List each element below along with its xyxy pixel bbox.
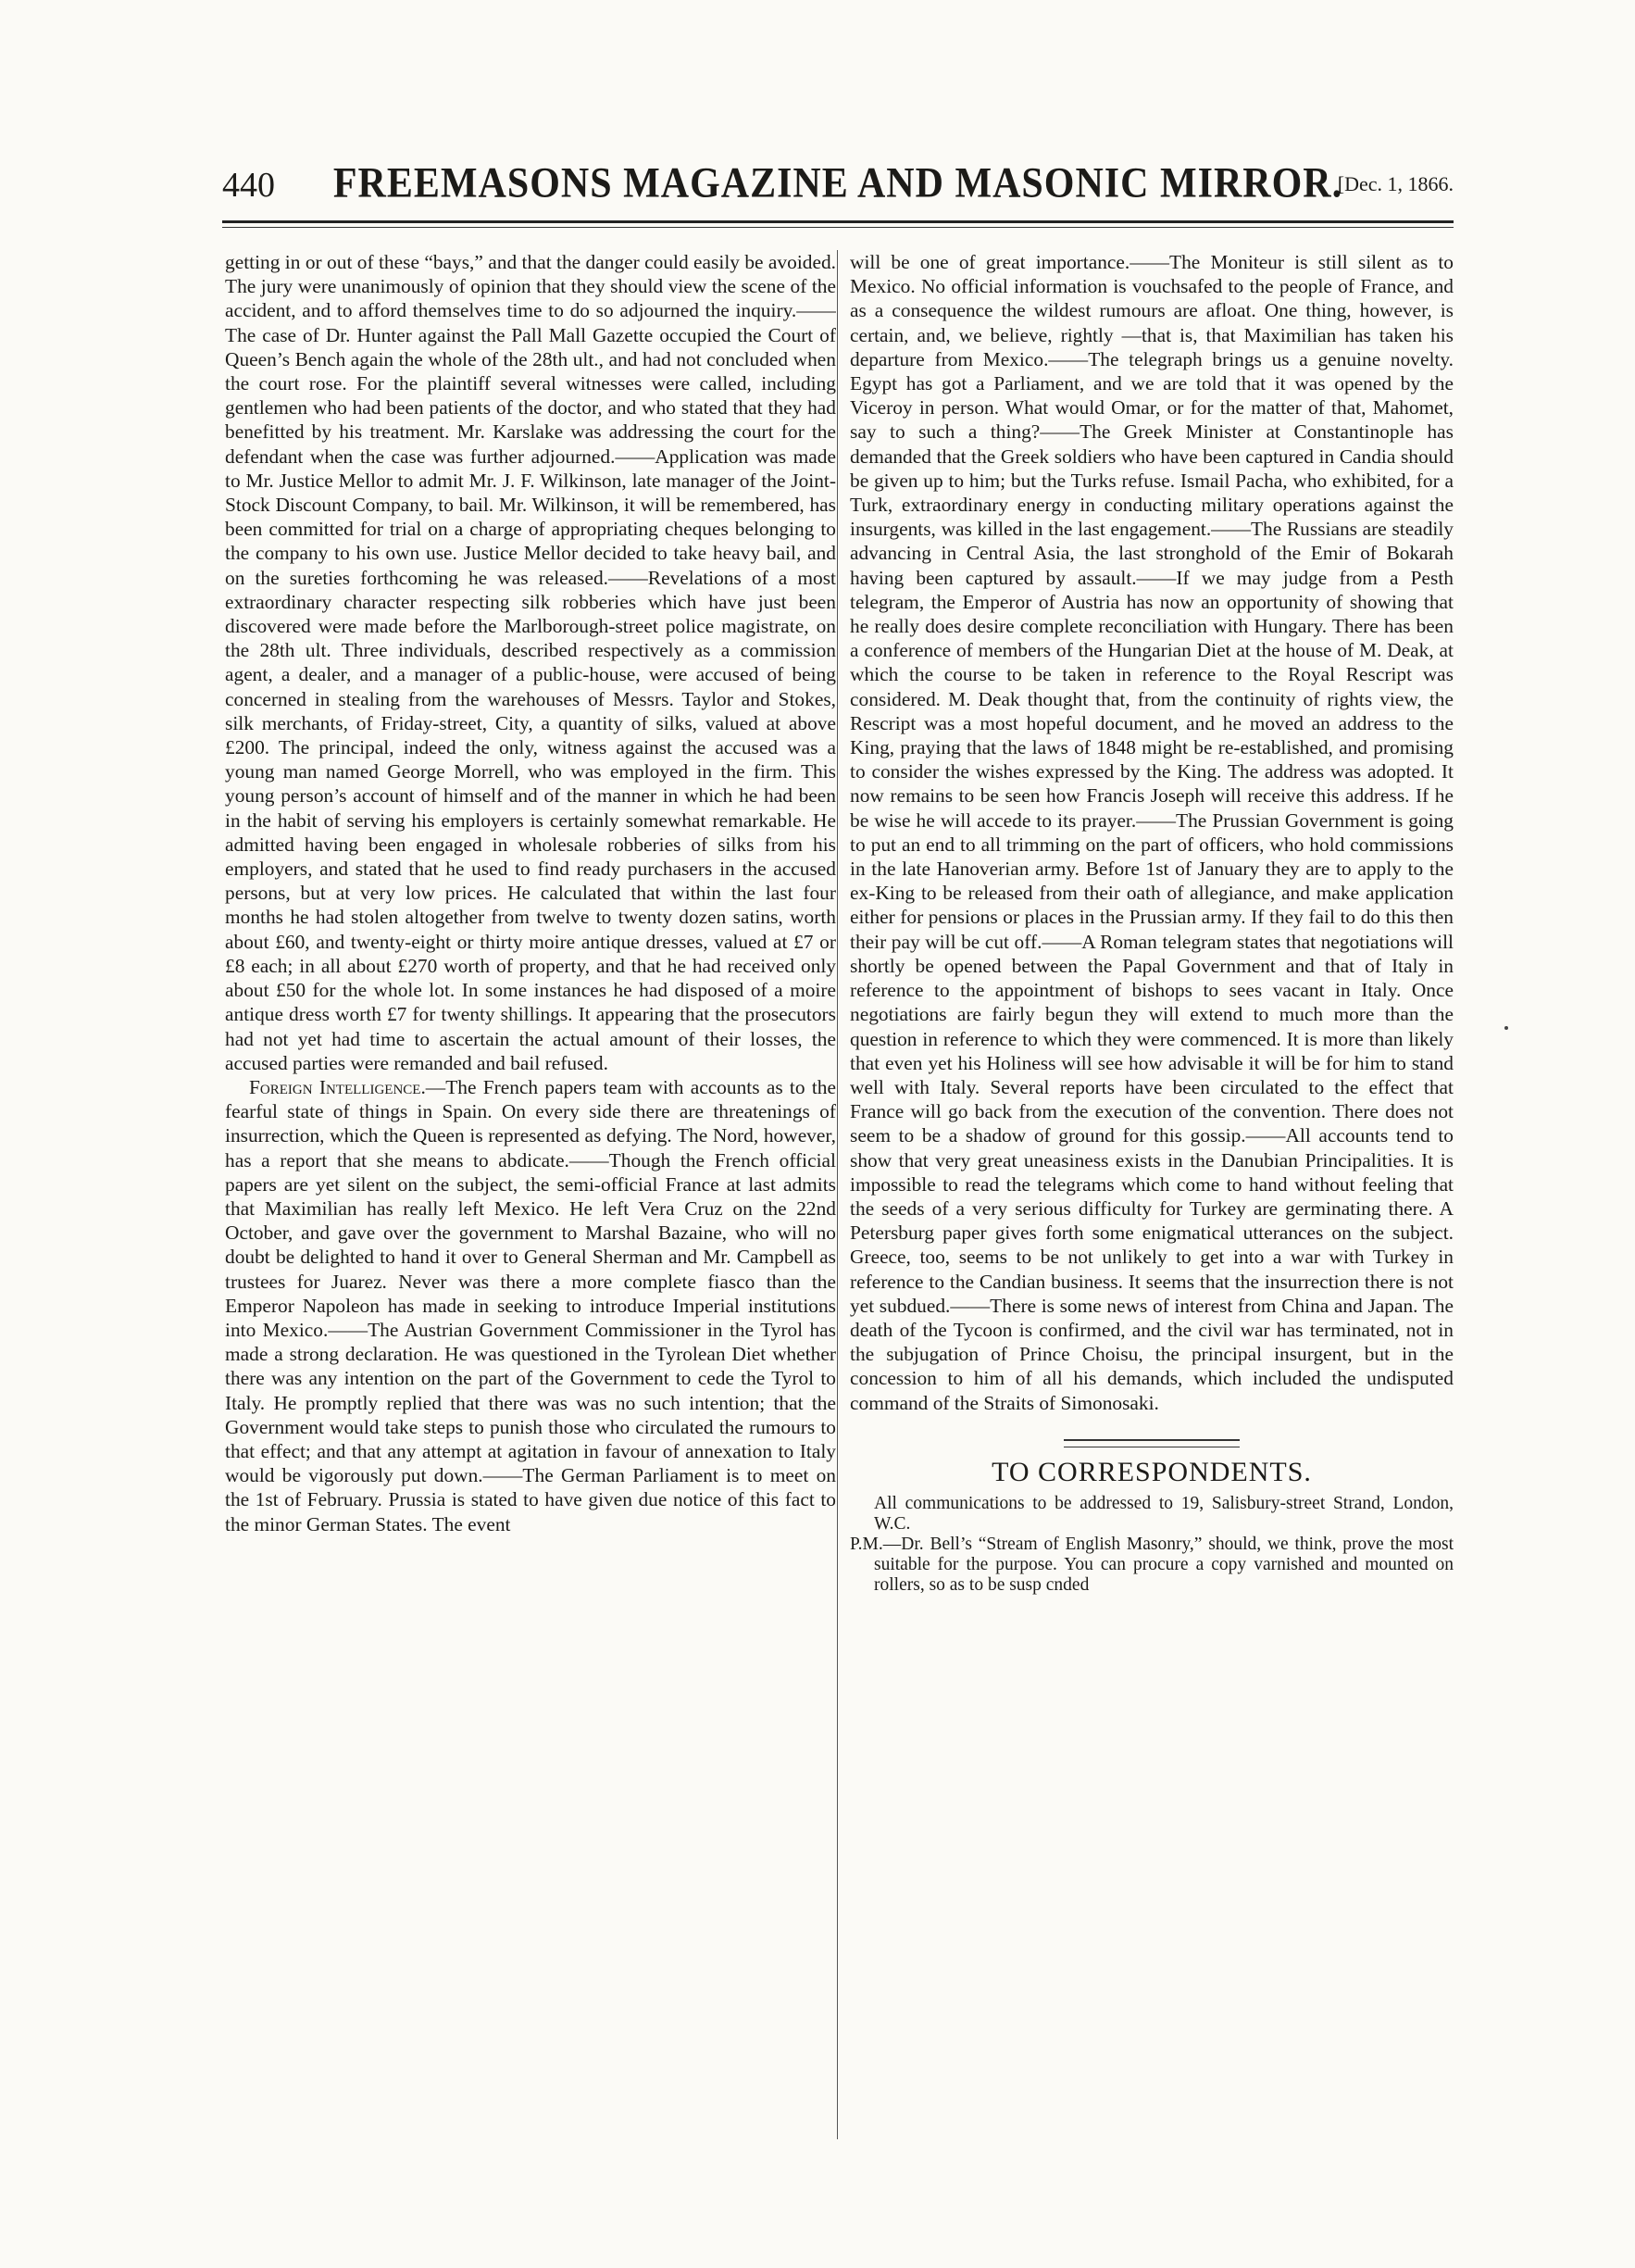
left-paragraph-2: [225, 1075, 836, 1536]
right-column: [850, 250, 1454, 2158]
correspondent-note-2: P.M.—Dr. Bell’s “Stream of English Masonry,” should, we think, prove the most suitable for the purpose. You can procure a copy varnished and mounted on rollers, so as to be susp cnded: [850, 1534, 1454, 1595]
left-column: [225, 250, 836, 2158]
right-paragraph-1: will be one of great importance.——The Moniteur is still silent as to Mexico. No official information is vouchsafed to the people of France, and as a consequence the wildest rumours are afloat. One thing, however, is certain, and, we believe, rightly —that is, that Maximilian has taken his departure from Mexico.——The telegraph brings us a genuine novelty. Egypt has got a Parliament, and we are told that it was opened by the Viceroy in person. What would Omar, or for the matter of that, Mahomet, say to such a thing?——The Greek Minister at Constantinople has demanded that the Greek soldiers who have been captured in Candia should be given up to him; but the Turks refuse. Ismail Pacha, who exhibited, for a Turk, extraordinary energy in conducting military operations against the insurgents, was killed in the last engagement.——The Russians are steadily advancing in Central Asia, the last stronghold of the Emir of Bokarah having been captured by assault.——If we may judge from a Pesth telegram, the Emperor of Austria has now an opportunity of showing that he really does desire complete reconciliation with Hungary. There has been a conference of members of the Hungarian Diet at the house of M. Deak, at which the course to be taken in reference to the Royal Rescript was considered. M. Deak thought that, from the continuity of rights view, the Rescript was a most hopeful document, and he moved an address to the King, praying that the laws of 1848 might be re-established, and promising to consider the wishes expressed by the King. The address was adopted. It now remains to be seen how Francis Joseph will receive this address. If he be wise he will accede to its prayer.——The Prussian Government is going to put an end to all trimming on the part of officers, who hold commissions in the late Hanoverian army. Before 1st of January they are to apply to the ex-King to be released from their oath of allegiance, and make application either for pensions or places in the Prussian army. If they fail to do this then their pay will be cut off.——A Roman telegram states that negotiations will shortly be opened between the Papal Government and that of Italy in reference to the appointment of bishops to sees vacant in Italy. Once negotiations are fairly begun they will extend to much more than the question in reference to which they were commenced. It is more than likely that even yet his Holiness will see how advisable it will be for him to stand well with Italy. Several reports have been circulated to the effect that France will go back from the execution of the convention. There does not seem to be a shadow of ground for this gossip.——All accounts tend to show that very great uneasiness exists in the Danubian Principalities. It is impossible to read the telegrams which come to hand without feeling that the seeds of a very serious difficulty for Turkey are germinating there. A Petersburg paper gives forth some enigmatical utterances on the subject. Greece, too, seems to be not unlikely to get into a war with Turkey in reference to the Candian business. It seems that the insurrection there is not yet subdued.——There is some news of interest from China and Japan. The death of the Tycoon is confirmed, and the civil war has terminated, not in the subjugation of Prince Choisu, the principal insurgent, but in the concession to him of all his demands, which included the undisputed command of the Straits of Simonosaki.: [850, 251, 1454, 1414]
header-rule-thin: [222, 227, 1454, 228]
header-rule-thick: [222, 220, 1454, 223]
section-rule-thick: [1064, 1439, 1240, 1441]
section-heading-foreign-intelligence: Foreign Intelligence.: [249, 1075, 426, 1098]
issue-date: [Dec. 1, 1866.: [1337, 172, 1454, 195]
column-divider: [837, 250, 838, 2139]
asterism-icon: [850, 1494, 874, 1514]
correspondents-title: TO CORRESPONDENTS.: [992, 1456, 1312, 1487]
publication-title: FREEMASONS MAGAZINE AND MASONIC MIRROR.: [332, 159, 1343, 207]
correspondent-note-1-text: All communications to be addressed to 19, Salisbury-street Strand, London, W.C.: [874, 1493, 1454, 1534]
margin-ink-dot: [1504, 1026, 1508, 1030]
masthead: [222, 157, 1454, 213]
page-number: 440: [222, 166, 275, 205]
foreign-intelligence-text: —The French papers team with accounts as to the fearful state of things in Spain. On every side there are threatenings of insurrection, which the Queen is represented as defying. The Nord, however, has a report that she means to abdicate.——Though the French official papers are yet silent on the subject, the semi-official France at last admits that Maximilian has really left Mexico. He left Vera Cruz on the 22nd October, and gave over the government to Marshal Bazaine, who will no doubt be delighted to hand it over to General Sherman and Mr. Campbell as trustees for Juarez. Never was there a more complete fiasco than the Emperor Napoleon has made in seeking to introduce Imperial institutions into Mexico.——The Austrian Government Commissioner in the Tyrol has made a strong declaration. He was questioned in the Tyrolean Diet whether there was any intention on the part of the Government to cede the Tyrol to Italy. He promptly replied that there was was no such intention; that the Government would take steps to punish those who circulated the rumours to that effect; and that any attempt at agitation in favour of annexation to Italy would be vigorously put down.——The German Parliament is to meet on the 1st of February. Prussia is stated to have given due notice of this fact to the minor German States. The event: [225, 1075, 836, 1535]
left-paragraph-1: getting in or out of these “bays,” and that the danger could easily be avoided. The jury were unanimously of opinion that they should view the scene of the accident, and to afford themselves time to do so adjourned the inquiry.——The case of Dr. Hunter against the Pall Mall Gazette occupied the Court of Queen’s Bench again the whole of the 28th ult., and had not concluded when the court rose. For the plaintiff several witnesses were called, including gentlemen who had been patients of the doctor, and who stated that they had benefitted by his treatment. Mr. Karslake was addressing the court for the defendant when the case was further adjourned.——Application was made to Mr. Justice Mellor to admit Mr. J. F. Wilkinson, late manager of the Joint-Stock Discount Company, to bail. Mr. Wilkinson, it will be remembered, has been committed for trial on a charge of appropriating cheques belonging to the company to his own use. Justice Mellor decided to take heavy bail, and on the sureties forthcoming he was released.——Revelations of a most extraordinary character respecting silk robberies which have just been discovered were made before the Marlborough-street police magistrate, on the 28th ult. Three individuals, described respectively as a commission agent, a dealer, and a manager of a public-house, were accused of being concerned in stealing from the warehouses of Messrs. Taylor and Stokes, silk merchants, of Friday-street, City, a quantity of silks, valued at above £200. The principal, indeed the only, witness against the accused was a young man named George Morrell, who was employed in the firm. This young person’s account of himself and of the manner in which he had been in the habit of serving his employers is certainly somewhat remarkable. He admitted having been engaged in wholesale robberies of silks from his employers, and stated that he used to find ready purchasers in the accused persons, but at very low prices. He calculated that within the last four months he had stolen altogether from twelve to twenty dozen satins, worth about £60, and twenty-eight or thirty moire antique dresses, valued at £7 or £8 each; in all about £270 worth of property, and that he had received only about £50 for the whole lot. In some instances he had disposed of a moire antique dress worth £7 for twenty shillings. It appearing that the prosecutors had not yet had time to ascertain the actual amount of their losses, the accused parties were remanded and bail refused.: [225, 251, 836, 1074]
correspondent-note-1: [850, 1494, 1454, 1535]
